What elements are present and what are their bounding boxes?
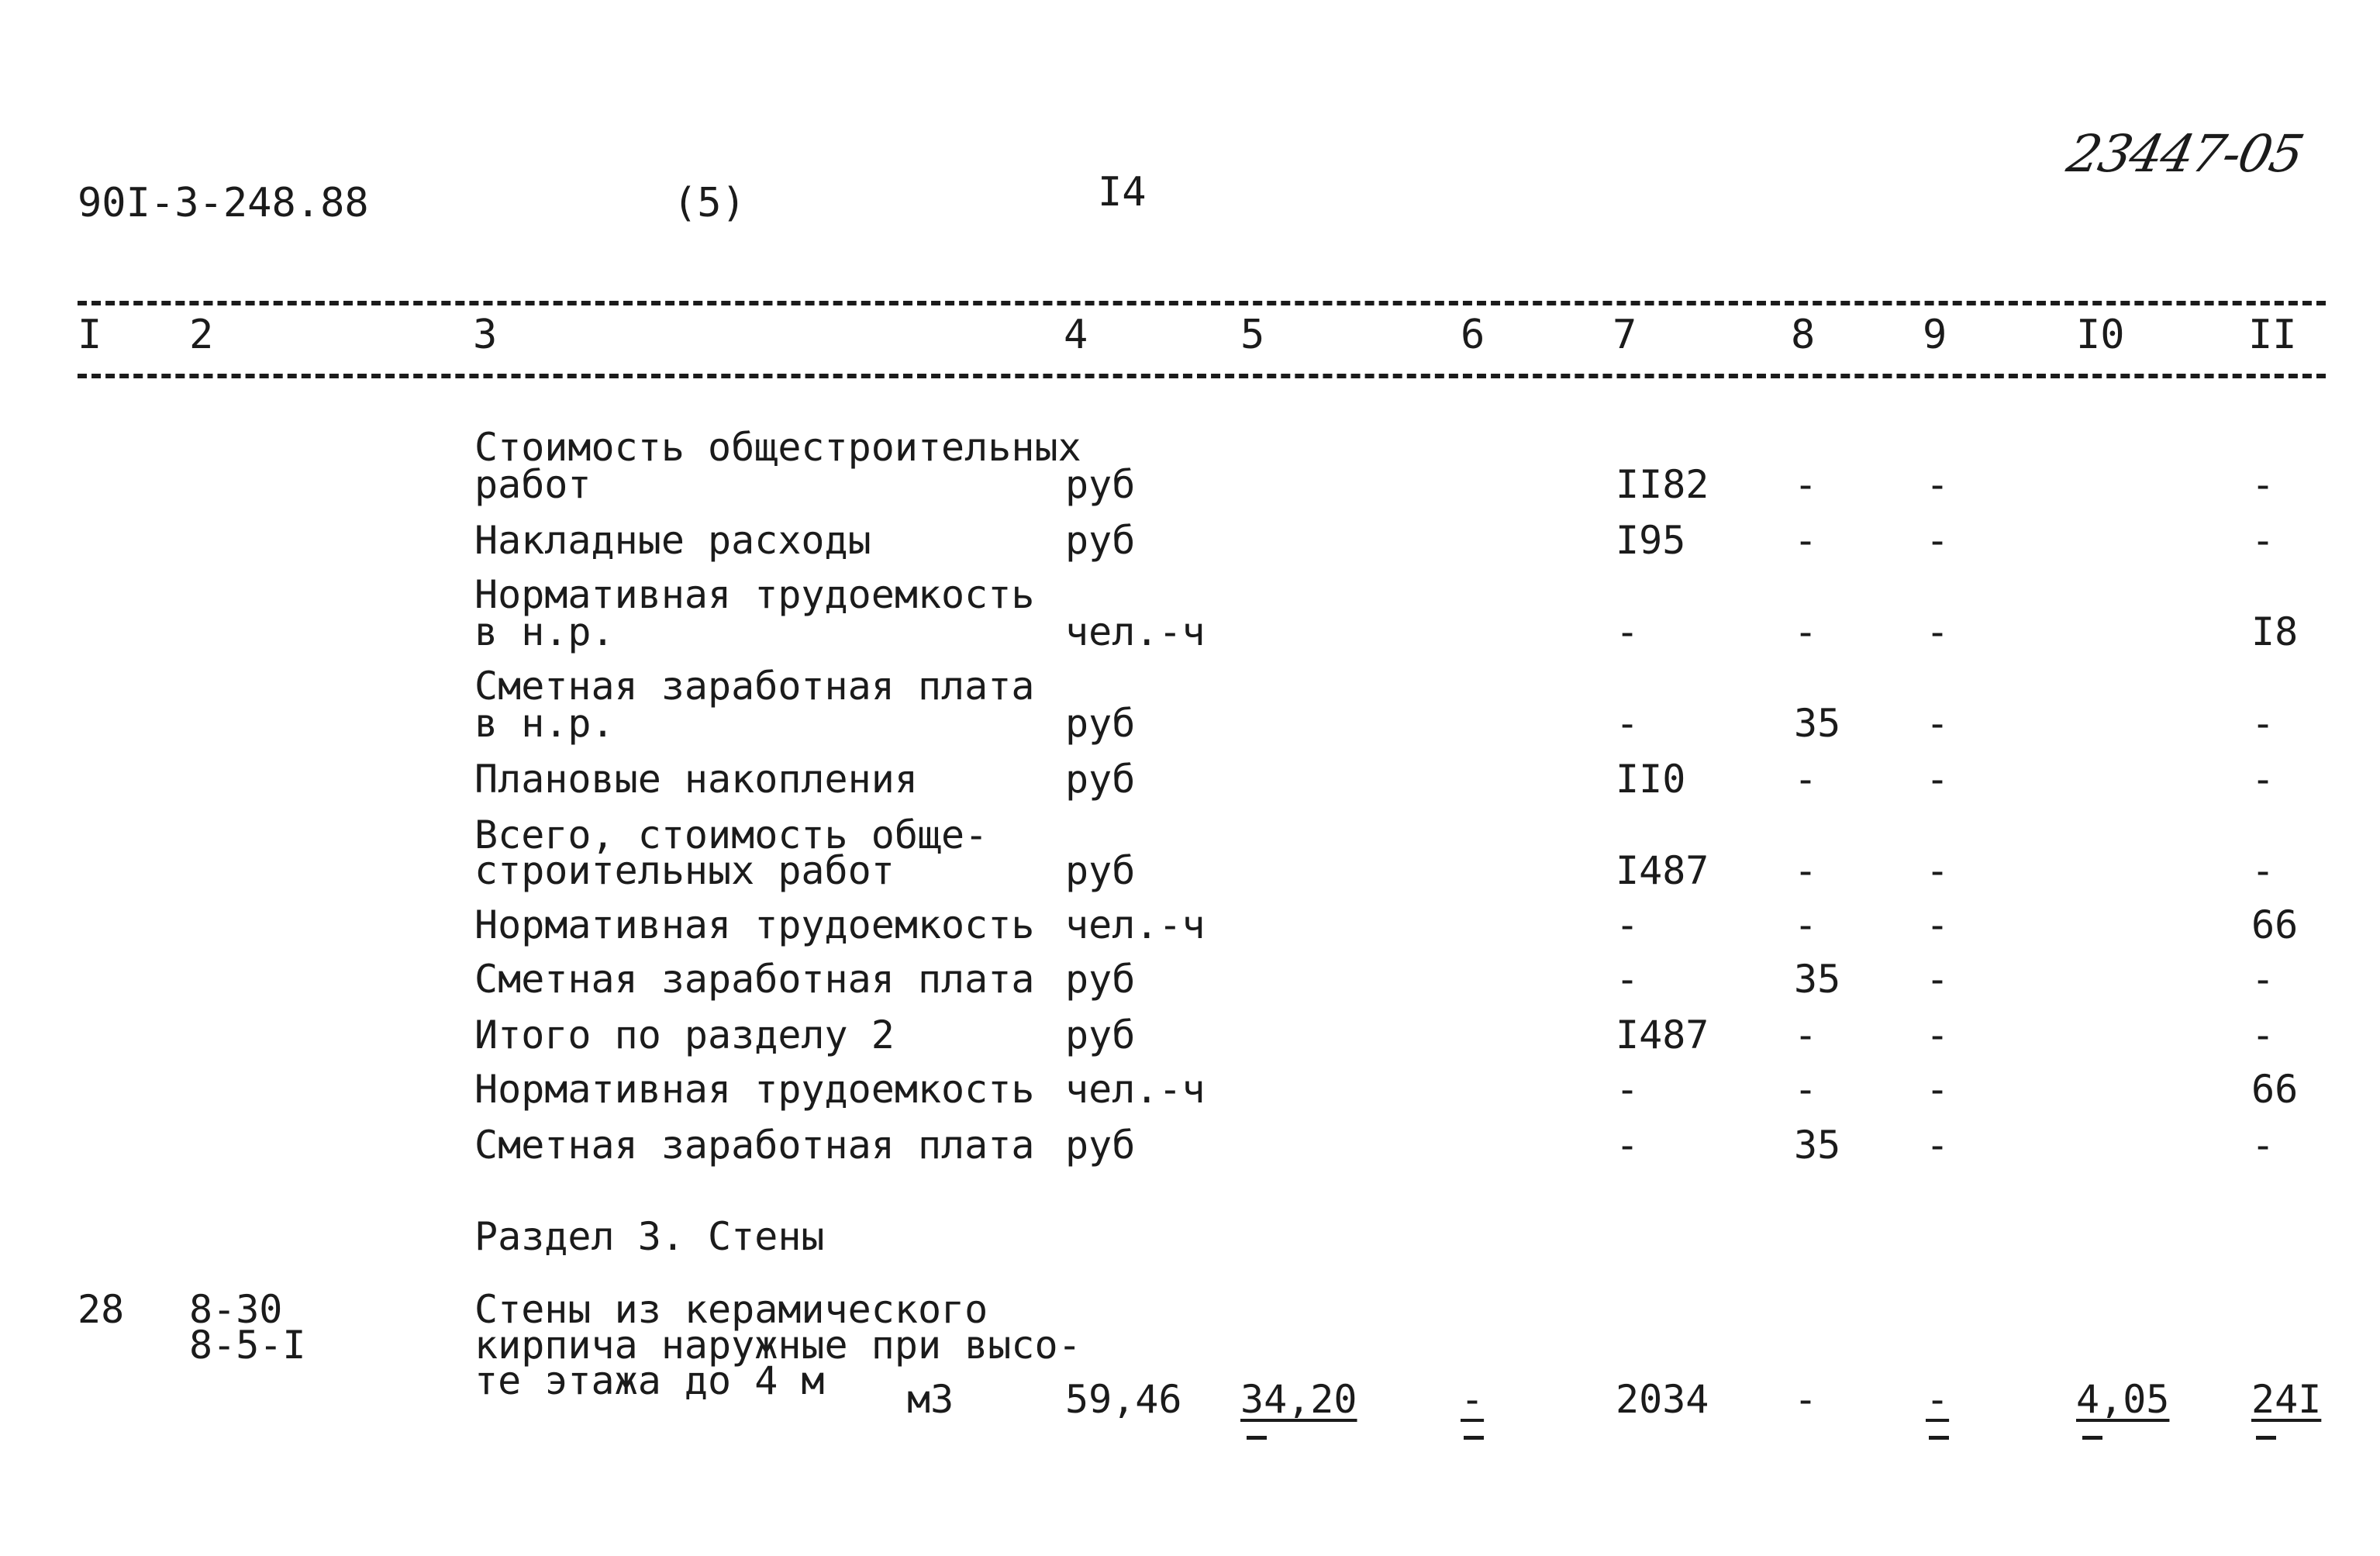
item-name-line: Стены из керамического: [474, 1287, 988, 1332]
item-code-line: 8-30: [189, 1287, 283, 1332]
dash-mark: [2082, 1436, 2102, 1440]
row-col8: -: [1794, 848, 1818, 893]
row-unit: руб: [1065, 757, 1136, 802]
row-cost: -: [1616, 902, 1640, 947]
row-col9: -: [1926, 518, 1950, 563]
column-header-10: I0: [2076, 312, 2125, 358]
document-code: 90I-3-248.88: [78, 180, 369, 226]
item-unit: м3: [907, 1377, 954, 1422]
row-name-line: Итого по разделу 2: [474, 1013, 895, 1057]
row-unit: руб: [1065, 1123, 1136, 1168]
row-name-line: Всего, стоимость обще-: [474, 813, 988, 857]
row-col8: -: [1794, 462, 1818, 507]
column-header-5: 5: [1240, 312, 1265, 358]
row-col9: -: [1926, 902, 1950, 947]
row-col9: -: [1926, 957, 1950, 1002]
row-col8: -: [1794, 609, 1818, 654]
dash-mark: [2256, 1436, 2276, 1440]
item-name-line: те этажа до 4 м: [474, 1358, 825, 1403]
row-col8: 35: [1794, 701, 1841, 746]
row-col9: -: [1926, 609, 1950, 654]
row-name-line: Нормативная трудоемкость: [474, 572, 1035, 617]
row-col11: -: [2251, 957, 2275, 1002]
row-col11: I8: [2251, 609, 2299, 654]
dashed-rule-top: [78, 301, 2326, 305]
row-col11: -: [2251, 757, 2275, 802]
item-quantity: 59,46: [1065, 1377, 1182, 1422]
row-col11: -: [2251, 1123, 2275, 1168]
item-unit-price: 34,20: [1240, 1377, 1357, 1422]
row-col8: -: [1794, 757, 1818, 802]
row-cost: -: [1616, 609, 1640, 654]
item-col9: -: [1926, 1377, 1950, 1422]
handwritten-inventory-number: 23447-05: [2061, 124, 2308, 184]
row-col9: -: [1926, 701, 1950, 746]
row-unit: руб: [1065, 462, 1136, 507]
row-cost: I487: [1616, 1013, 1709, 1057]
row-col11: 66: [2251, 902, 2299, 947]
row-name-line: в н.р.: [474, 701, 615, 746]
row-cost: II0: [1616, 757, 1686, 802]
row-col11: -: [2251, 1013, 2275, 1057]
row-col8: -: [1794, 518, 1818, 563]
row-col9: -: [1926, 757, 1950, 802]
column-header-11: II: [2248, 312, 2297, 358]
row-col8: -: [1794, 1013, 1818, 1057]
row-unit: руб: [1065, 518, 1136, 563]
row-name-line: Нормативная трудоемкость: [474, 1067, 1035, 1112]
row-name-line: работ: [474, 462, 592, 507]
row-unit: чел.-ч: [1065, 609, 1206, 654]
row-col8: 35: [1794, 957, 1841, 1002]
row-name-line: Плановые накопления: [474, 757, 918, 802]
item-col8: -: [1794, 1377, 1818, 1422]
column-header-3: 3: [473, 312, 498, 358]
item-col10: 4,05: [2076, 1377, 2170, 1422]
column-header-2: 2: [189, 312, 214, 358]
row-cost: -: [1616, 957, 1640, 1002]
row-col11: -: [2251, 701, 2275, 746]
row-col11: -: [2251, 518, 2275, 563]
column-header-9: 9: [1923, 312, 1947, 358]
row-col8: -: [1794, 902, 1818, 947]
row-name-line: Сметная заработная плата: [474, 1123, 1035, 1168]
section-heading: Раздел 3. Стены: [474, 1214, 825, 1259]
row-col11: 66: [2251, 1067, 2299, 1112]
row-name-line: Стоимость общестроительных: [474, 425, 1081, 470]
row-cost: I487: [1616, 848, 1709, 893]
item-code-line: 8-5-I: [189, 1323, 306, 1368]
row-unit: руб: [1065, 1013, 1136, 1057]
row-cost: I95: [1616, 518, 1686, 563]
row-unit: чел.-ч: [1065, 902, 1206, 947]
part-number: (5): [673, 180, 746, 226]
row-col9: -: [1926, 1123, 1950, 1168]
row-col11: -: [2251, 848, 2275, 893]
row-unit: чел.-ч: [1065, 1067, 1206, 1112]
column-header-6: 6: [1461, 312, 1485, 358]
row-col9: -: [1926, 848, 1950, 893]
row-unit: руб: [1065, 701, 1136, 746]
column-header-4: 4: [1064, 312, 1088, 358]
row-name-line: Нормативная трудоемкость: [474, 902, 1035, 947]
dashed-rule-bottom: [78, 374, 2326, 378]
column-header-7: 7: [1613, 312, 1637, 358]
row-col8: -: [1794, 1067, 1818, 1112]
dash-mark: [1464, 1436, 1484, 1440]
row-name-line: Накладные расходы: [474, 518, 871, 563]
row-cost: II82: [1616, 462, 1709, 507]
row-unit: руб: [1065, 957, 1136, 1002]
column-header-8: 8: [1791, 312, 1816, 358]
row-name-line: строительных работ: [474, 848, 895, 893]
row-name-line: Сметная заработная плата: [474, 664, 1035, 709]
page-number: I4: [1098, 169, 1147, 216]
row-col9: -: [1926, 462, 1950, 507]
item-cost: 2034: [1616, 1377, 1709, 1422]
column-header-1: I: [78, 312, 102, 358]
item-number: 28: [78, 1287, 125, 1332]
dash-mark: [1929, 1436, 1949, 1440]
item-col11: 24I: [2251, 1377, 2322, 1422]
row-col9: -: [1926, 1013, 1950, 1057]
row-col8: 35: [1794, 1123, 1841, 1168]
item-col6: -: [1461, 1377, 1485, 1422]
row-cost: -: [1616, 1067, 1640, 1112]
row-col9: -: [1926, 1067, 1950, 1112]
row-col11: -: [2251, 462, 2275, 507]
dash-mark: [1247, 1436, 1267, 1440]
row-unit: руб: [1065, 848, 1136, 893]
row-name-line: Сметная заработная плата: [474, 957, 1035, 1002]
item-name-line: кирпича наружные при высо-: [474, 1323, 1081, 1368]
row-cost: -: [1616, 1123, 1640, 1168]
row-cost: -: [1616, 701, 1640, 746]
row-name-line: в н.р.: [474, 609, 615, 654]
